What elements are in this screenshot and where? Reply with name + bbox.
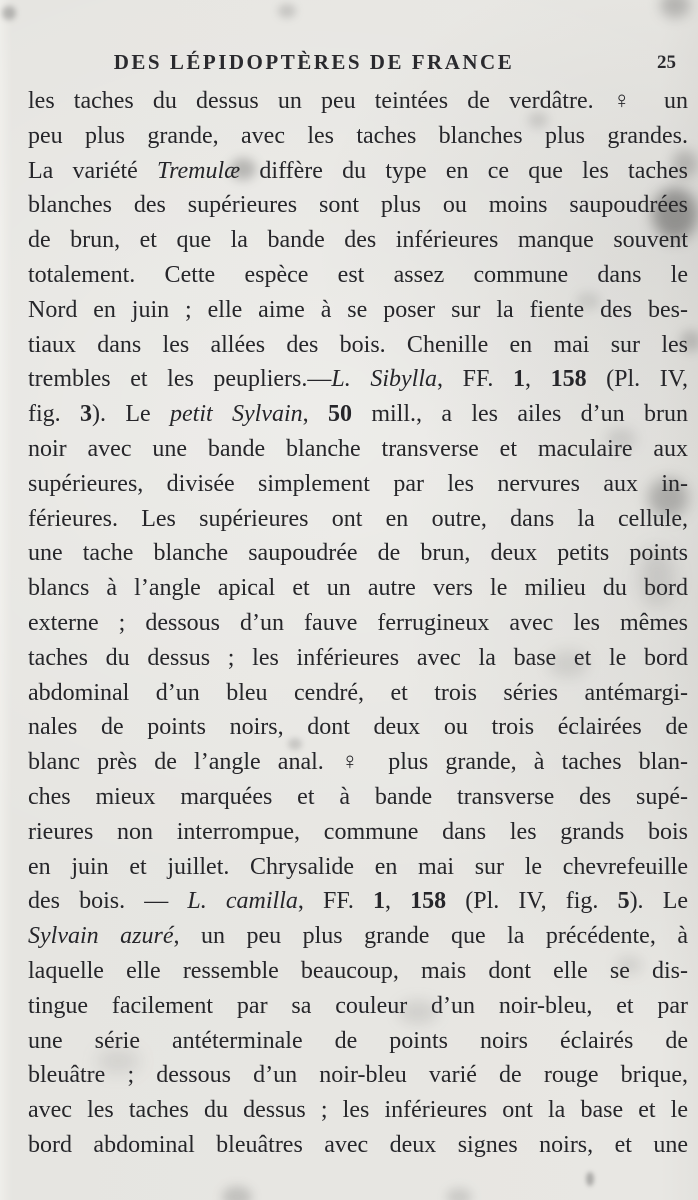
text-line <box>28 954 688 989</box>
text-line <box>28 536 688 571</box>
text-segment: abdominal d’un bleu cendré, et trois séries antémargi- <box>28 679 688 706</box>
stain-spot <box>278 4 296 18</box>
text-segment: Tremulæ <box>157 157 241 184</box>
text-segment: , <box>524 366 551 393</box>
text-segment: , <box>302 401 328 428</box>
text-line <box>28 919 688 954</box>
stain-spot <box>660 0 690 18</box>
stain-spot <box>586 1172 594 1186</box>
text-segment: , un peu plus grande que la précédente, à <box>173 923 688 950</box>
text-segment: férieures. Les supérieures ont en outre, dans la cellule, <box>28 505 688 532</box>
text-segment: 50 <box>328 401 352 428</box>
text-line <box>28 154 688 189</box>
text-line <box>28 676 688 711</box>
text-line <box>28 328 688 363</box>
text-segment: noir avec une bande blanche transverse et maculaire aux <box>28 435 688 462</box>
text-segment: une série antéterminale de points noirs éclairés de <box>28 1027 688 1054</box>
text-segment: supérieures, divisée simplement par les nervures aux in- <box>28 470 688 497</box>
text-line <box>28 606 688 641</box>
text-line <box>28 84 688 119</box>
text-line <box>28 188 688 223</box>
text-segment: blanches des supérieures sont plus ou moins saupoudrées <box>28 192 688 219</box>
text-line <box>28 1093 688 1128</box>
text-line <box>28 884 688 919</box>
text-segment: 5 <box>617 888 630 915</box>
text-line <box>28 467 688 502</box>
text-segment: , <box>384 888 411 915</box>
text-segment: bleuâtre ; dessous d’un noir-bleu varié de rouge brique, <box>28 1062 688 1089</box>
text-segment: peu plus grande, avec les taches blanches plus grandes. <box>28 122 688 149</box>
stain-spot <box>2 6 16 20</box>
text-segment: une tache blanche saupoudrée de brun, deux petits points <box>28 540 688 567</box>
text-segment: fig. <box>28 401 81 428</box>
text-segment: , FF. <box>437 366 513 393</box>
text-line <box>28 1058 688 1093</box>
text-line <box>28 571 688 606</box>
text-line <box>28 502 688 537</box>
text-line <box>28 850 688 885</box>
text-segment: rieures non interrompue, commune dans les grands bois <box>28 818 688 845</box>
text-segment: blanc près de l’angle anal. ♀ plus grande, à taches blan- <box>28 749 688 776</box>
stain-spot <box>222 1186 252 1200</box>
text-segment: ches mieux marquées et à bande transverse des supé- <box>28 783 688 810</box>
text-segment: Sylvain azuré <box>28 923 174 950</box>
text-segment: petit Sylvain <box>170 401 303 428</box>
text-line <box>28 710 688 745</box>
text-segment: taches du dessus ; les inférieures avec la base et le bord <box>28 644 688 671</box>
text-line <box>28 362 688 397</box>
page-number: 25 <box>657 52 676 73</box>
text-segment: 1 <box>512 366 525 393</box>
text-line <box>28 1024 688 1059</box>
text-segment: blancs à l’angle apical et un autre vers le milieu du bord <box>28 575 688 602</box>
text-segment: laquelle elle ressemble beaucoup, mais dont elle se dis- <box>28 957 688 984</box>
text-segment: mill., a les ailes d’un brun <box>352 401 688 428</box>
stain-spot <box>446 1188 472 1200</box>
text-segment: Nord en juin ; elle aime à se poser sur la fiente des bes- <box>28 296 688 323</box>
text-segment: avec les taches du dessus ; les inférieures ont la base et le <box>28 1097 688 1124</box>
text-segment: diffère du type en ce que les taches <box>240 157 688 184</box>
text-segment: (Pl. IV, <box>586 366 688 393</box>
text-segment: trembles et les peupliers.— <box>28 366 332 393</box>
running-title: DES LÉPIDOPTÈRES DE FRANCE <box>113 50 515 74</box>
text-segment: les taches du dessus un peu teintées de verdâtre. ♀ un <box>28 88 688 114</box>
text-line <box>28 293 688 328</box>
text-segment: 158 <box>410 888 447 915</box>
text-segment: ). Le <box>92 401 171 428</box>
text-line <box>28 641 688 676</box>
text-segment: L. Sibylla <box>331 366 437 393</box>
body-text <box>28 84 688 1163</box>
text-line <box>28 258 688 293</box>
text-line <box>28 780 688 815</box>
text-segment: tiaux dans les allées des bois. Chenille en mai sur les <box>28 331 688 358</box>
text-segment: 1 <box>372 888 385 915</box>
text-segment: 3 <box>80 401 93 428</box>
text-segment: tingue facilement par sa couleur d’un noir-bleu, et par <box>28 992 688 1019</box>
text-line <box>28 1128 688 1163</box>
text-segment: La variété <box>28 157 158 184</box>
text-segment: bord abdominal bleuâtres avec deux signes noirs, et une <box>28 1131 688 1158</box>
text-segment: L. camilla <box>187 888 298 915</box>
text-segment: externe ; dessous d’un fauve ferrugineux avec les mêmes <box>28 609 688 636</box>
text-segment: , FF. <box>297 888 373 915</box>
page-header <box>0 50 698 80</box>
text-line <box>28 223 688 258</box>
text-segment: 158 <box>550 366 587 393</box>
text-segment: nales de points noirs, dont deux ou trois éclairées de <box>28 714 688 741</box>
text-segment: ). Le <box>629 888 688 915</box>
text-line <box>28 815 688 850</box>
text-segment: totalement. Cette espèce est assez commune dans le <box>28 261 688 288</box>
text-segment: en juin et juillet. Chrysalide en mai sur le chevrefeuille <box>28 853 688 880</box>
text-segment: des bois. — <box>28 888 188 915</box>
text-segment: de brun, et que la bande des inférieures manque souvent <box>28 227 688 254</box>
text-segment: (Pl. IV, fig. <box>446 888 618 915</box>
text-line <box>28 745 688 780</box>
text-line <box>28 432 688 467</box>
text-line <box>28 397 688 432</box>
text-line <box>28 989 688 1024</box>
text-line <box>28 119 688 154</box>
